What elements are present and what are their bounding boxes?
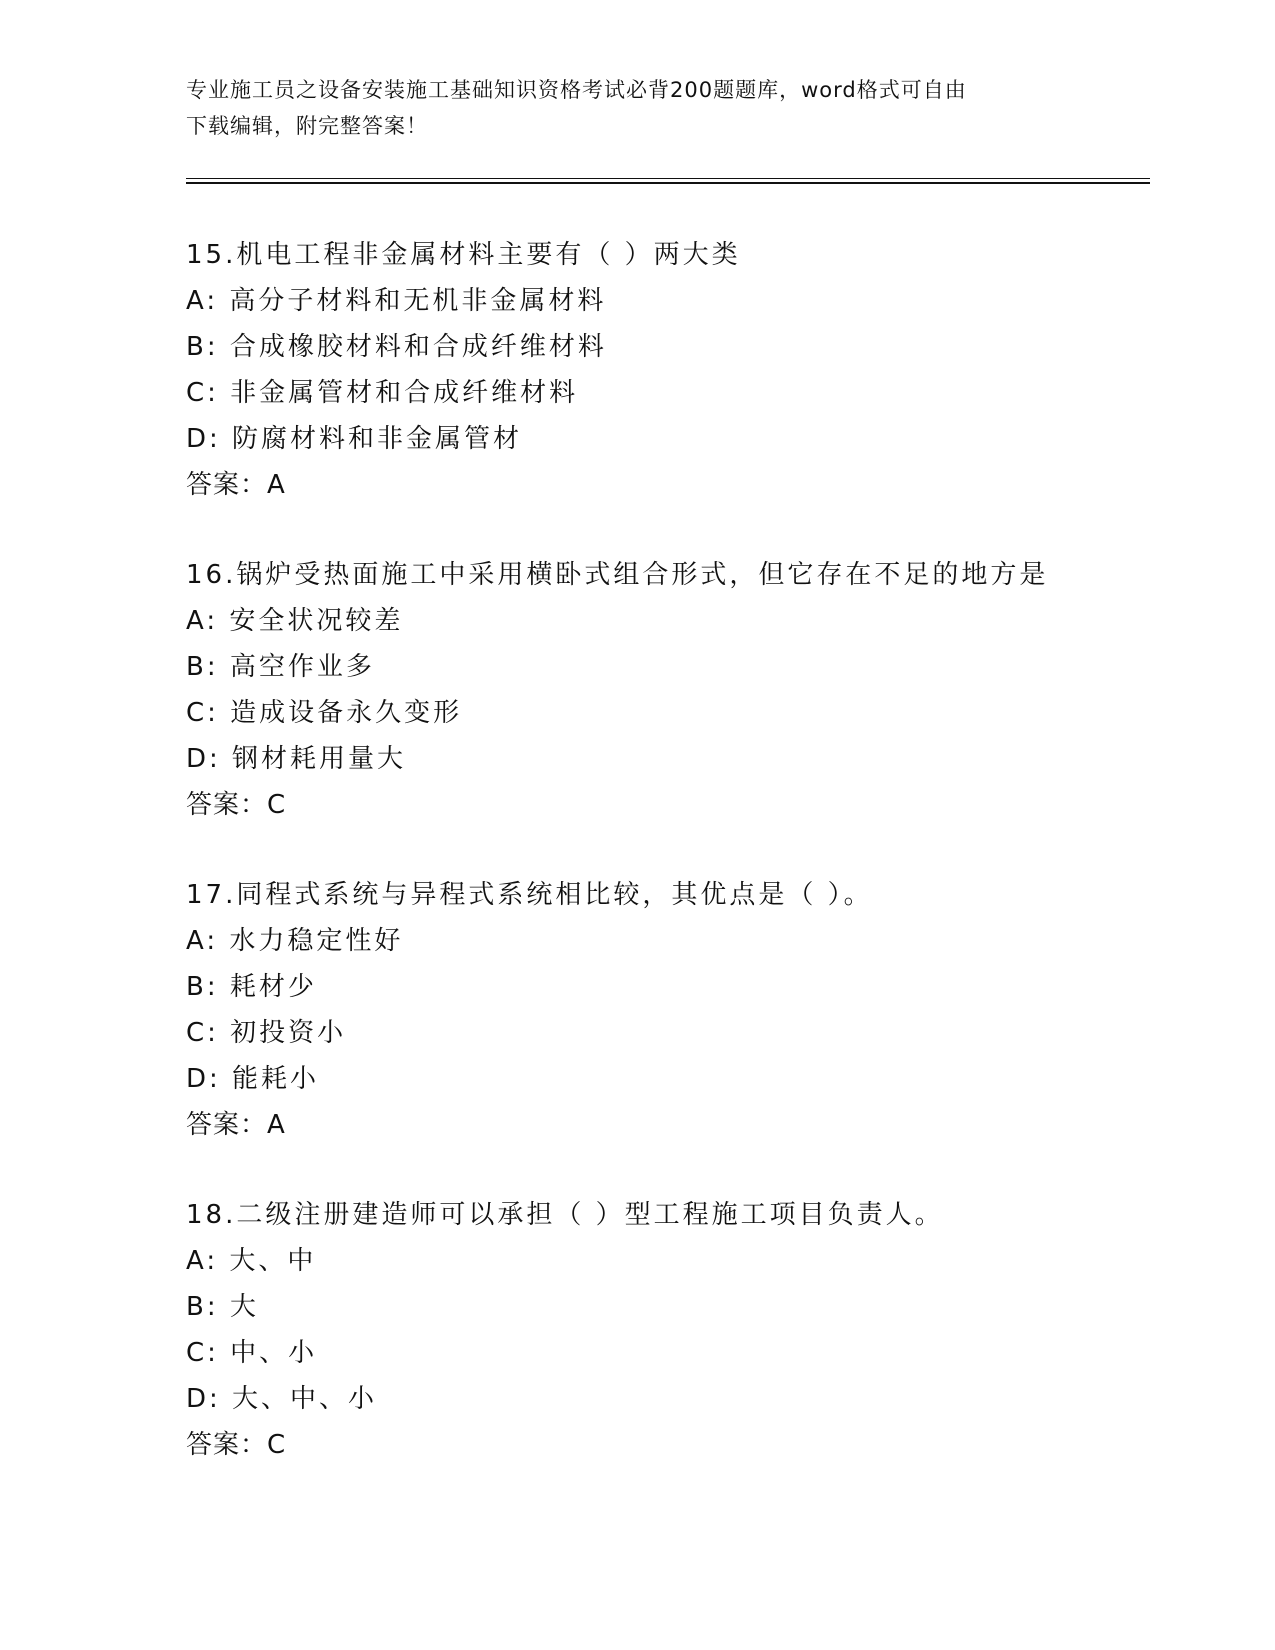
header-divider-thick — [186, 182, 1150, 184]
question-stem: 16.锅炉受热面施工中采用横卧式组合形式，但它存在不足的地方是 — [186, 560, 1049, 590]
option-c: C: 中、小 — [186, 1338, 318, 1368]
option-a: A: 大、中 — [186, 1246, 317, 1276]
option-b: B: 耗材少 — [186, 972, 317, 1002]
option-b: B: 大 — [186, 1292, 259, 1322]
question-18 — [186, 1192, 1146, 1468]
option-a: A: 高分子材料和无机非金属材料 — [186, 286, 607, 316]
question-stem: 17.同程式系统与异程式系统相比较，其优点是（ ）。 — [186, 880, 873, 910]
option-d: D: 能耗小 — [186, 1064, 320, 1094]
option-d: D: 大、中、小 — [186, 1384, 378, 1414]
answer-label: 答案： — [186, 1430, 268, 1460]
question-stem: 15.机电工程非金属材料主要有（ ）两大类 — [186, 240, 741, 270]
answer-value: A — [267, 1110, 285, 1140]
option-d: D: 防腐材料和非金属管材 — [186, 424, 523, 454]
answer-value: C — [267, 1430, 286, 1460]
answer-line — [186, 1102, 1146, 1148]
header-line-2: 下载编辑，附完整答案！ — [186, 114, 428, 138]
question-16 — [186, 552, 1146, 828]
answer-value: C — [267, 790, 286, 820]
answer-label: 答案： — [186, 1110, 268, 1140]
option-c: C: 初投资小 — [186, 1018, 347, 1048]
answer-line — [186, 1422, 1146, 1468]
answer-line — [186, 462, 1146, 508]
option-d: D: 钢材耗用量大 — [186, 744, 407, 774]
question-17 — [186, 872, 1146, 1148]
question-15 — [186, 232, 1146, 508]
header-line-1: 专业施工员之设备安装施工基础知识资格考试必背200题题库，word格式可自由 — [186, 78, 967, 102]
option-c: C: 非金属管材和合成纤维材料 — [186, 378, 579, 408]
answer-label: 答案： — [186, 790, 268, 820]
option-a: A: 水力稳定性好 — [186, 926, 404, 956]
question-stem: 18.二级注册建造师可以承担（ ）型工程施工项目负责人。 — [186, 1200, 944, 1230]
option-b: B: 合成橡胶材料和合成纤维材料 — [186, 332, 607, 362]
answer-line — [186, 782, 1146, 828]
document-header — [186, 72, 1066, 144]
option-b: B: 高空作业多 — [186, 652, 375, 682]
header-divider-thin — [186, 178, 1150, 179]
option-a: A: 安全状况较差 — [186, 606, 404, 636]
answer-value: A — [267, 470, 285, 500]
option-c: C: 造成设备永久变形 — [186, 698, 463, 728]
answer-label: 答案： — [186, 470, 268, 500]
